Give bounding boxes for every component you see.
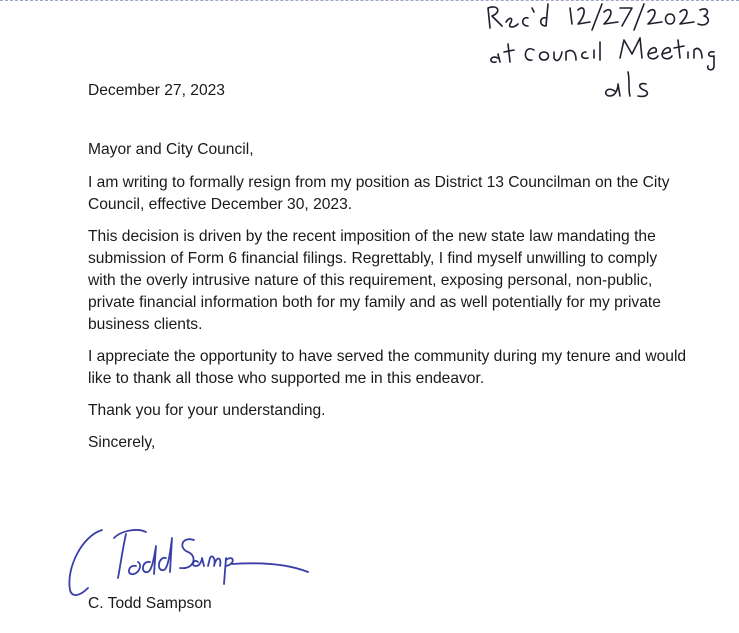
paragraph-resignation: I am writing to formally resign from my position as District 13 Councilman on the City Council, effective December 30, 2023. <box>88 174 670 213</box>
paragraph-reason: This decision is driven by the recent imposition of the new state law mandating the submission of Form 6 financial filings. Regrettably, I find myself unwilling to comply with the overly intrusive nature of this requirement, exposing personal, non-public, private financial information both for my family and as well potentially for my private business clients. <box>88 228 661 333</box>
letter-salutation: Mayor and City Council, <box>88 141 254 158</box>
signer-name: C. Todd Sampson <box>88 595 212 612</box>
handwritten-signature <box>62 518 312 603</box>
paragraph-thanks: Thank you for your understanding. <box>88 402 326 419</box>
letter-closing: Sincerely, <box>88 434 156 451</box>
letter-body <box>88 80 688 454</box>
paragraph-appreciation: I appreciate the opportunity to have served the community during my tenure and would like to thank all those who supported me in this endeavor. <box>88 348 687 387</box>
letter-date: December 27, 2023 <box>88 82 225 99</box>
